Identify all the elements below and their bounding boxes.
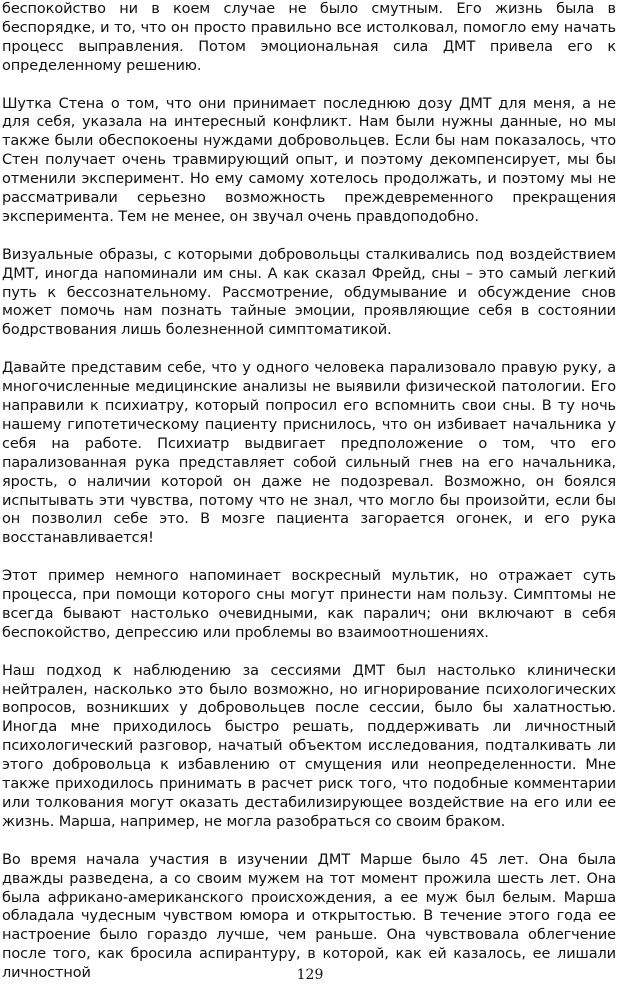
- page-body-text: [2, 0, 616, 1002]
- paragraph-5: Этот пример немного напоминает воскресный мультик, но отражает суть процесса, при помощи которого сны могут принести нам пользу. Симптомы не всегда бывают настолько очевидными, как паралич; они включают в себя беспокойство, депрессию или проблемы во взаимоотношениях.: [2, 568, 616, 641]
- paragraph-2: Шутка Стена о том, что они принимает последнюю дозу ДМТ для меня, а не для себя, указала на интересный конфликт. Нам были нужны данные, но мы также были обеспокоены нуждами добровольцев. Если бы нам показалось, что Стен получает очень травмирующий опыт, и поэтому декомпенсирует, мы бы отменили эксперимент. Но ему самому хотелось продолжать, и поэтому мы не рассматривали серьезно возможность преждевременного прекращения эксперимента. Тем не менее, он звучал очень правдоподобно.: [2, 95, 616, 225]
- paragraph-3: Визуальные образы, с которыми добровольцы сталкивались под воздействием ДМТ, иногда напоминали им сны. А как сказал Фрейд, сны – это самый легкий путь к бессознательному. Рассмотрение, обдумывание и обсуждение снов может помочь нам познать тайные эмоции, проявляющие себя в состоянии бодрствования лишь болезненной симптоматикой.: [2, 246, 616, 339]
- paragraph-6: Наш подход к наблюдению за сессиями ДМТ был настолько клинически нейтрален, насколько это было возможно, но игнорирование психологических вопросов, возникших у добровольцев после сессии, было бы халатностью. Иногда мне приходилось быстро решать, поддерживать ли личностный психологический разговор, начатый объектом исследования, подталкивать ли этого добровольца к избавлению от смущения или неопределенности. Мне также приходилось принимать в расчет риск того, что подобные комментарии или толкования могут оказать дестабилизирующее воздействие на его или ее жизнь. Марша, например, не могла разобраться со своим браком.: [2, 662, 616, 830]
- paragraph-1: беспокойство ни в коем случае не было смутным. Его жизнь была в беспорядке, и то, что он просто правильно все истолковал, помогло ему начать процесс выправления. Потом эмоциональная сила ДМТ привела его к определенному решению.: [2, 1, 616, 74]
- paragraph-4: Давайте представим себе, что у одного человека парализовало правую руку, а многочисленные медицинские анализы не выявили физической патологии. Его направили к психиатру, который попросил его вспомнить свои сны. В ту ночь нашему гипотетическому пациенту приснилось, что он избивает начальника у себя на работе. Психиатр выдвигает предположение о том, что его парализованная рука представляет собой сильный гнев на его начальника, ярость, о наличии которой он даже не подозревал. Возможно, он боялся испытывать эти чувства, потому что не знал, что могло бы произойти, если бы он позволил себе это. В мозге пациента загорается огонек, и его рука восстанавливается!: [2, 360, 616, 547]
- paragraph-7: Во время начала участия в изучении ДМТ Марше было 45 лет. Она была дважды разведена, а со своим мужем на тот момент прожила шесть лет. Она была африкано-американского происхождения, а ее муж был белым. Марша обладала чудесным чувством юмора и открытостью. В течение этого года ее настроение было гораздо лучше, чем раньше. Она чувствовала облегчение после того, как бросила аспирантуру, в которой, как ей казалось, ее лишали личностной: [2, 851, 616, 982]
- page-number: 129: [296, 967, 324, 983]
